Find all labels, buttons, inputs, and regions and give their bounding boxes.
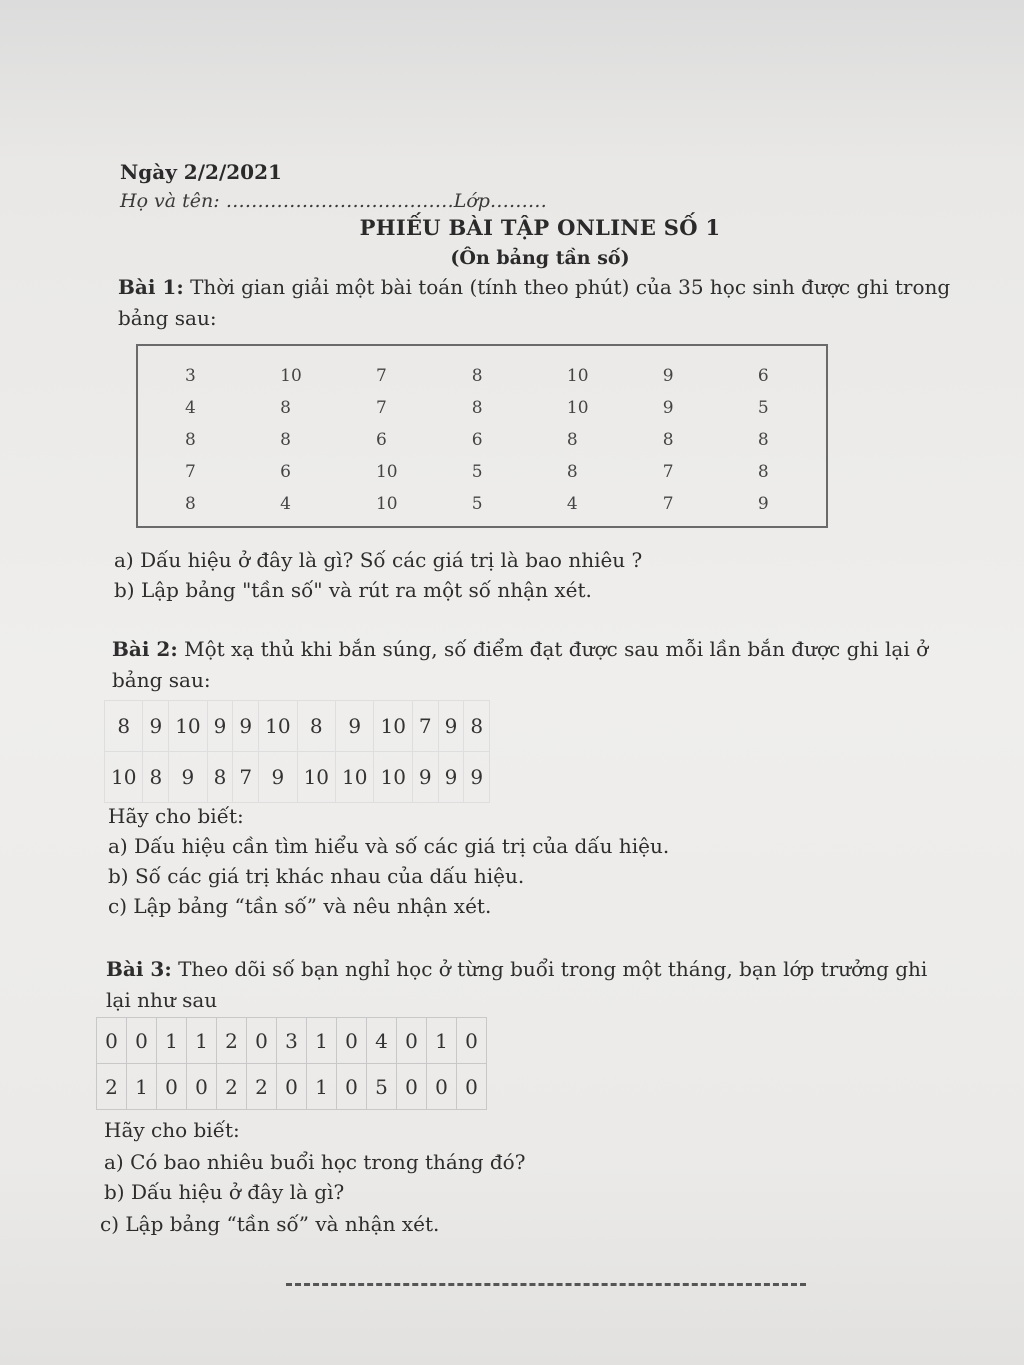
table-cell: 6 [471, 430, 483, 450]
table-cell: 1 [307, 1018, 337, 1064]
table-cell: 8 [471, 366, 483, 386]
table-cell: 0 [157, 1064, 187, 1110]
table-cell: 10 [375, 494, 398, 514]
table-cell: 0 [397, 1064, 427, 1110]
table-cell: 5 [471, 462, 483, 482]
bai2-text-line2: bảng sau: [112, 668, 211, 692]
table-cell: 7 [375, 398, 387, 418]
table-cell: 4 [566, 494, 578, 514]
table-cell: 0 [247, 1018, 277, 1064]
table-cell: 1 [187, 1018, 217, 1064]
table-cell: 0 [427, 1064, 457, 1110]
table-cell: 8 [143, 752, 169, 803]
page-subtitle: (Ôn bảng tần số) [450, 247, 630, 269]
table-cell: 9 [438, 701, 464, 752]
table-cell: 10 [566, 398, 589, 418]
bai3-label: Bài 3: [106, 957, 172, 981]
table-cell: 8 [185, 430, 196, 450]
bai1-label: Bài 1: [118, 275, 184, 299]
table-cell: 8 [757, 462, 769, 482]
table-cell: 1 [307, 1064, 337, 1110]
table-cell: 4 [185, 398, 196, 418]
table-cell: 0 [97, 1018, 127, 1064]
table-cell: 8 [566, 430, 578, 450]
table-cell: 8 [757, 430, 769, 450]
table-cell: 7 [375, 366, 387, 386]
bai2-table-row [105, 701, 490, 752]
table-cell: 8 [662, 430, 674, 450]
table-cell: 2 [97, 1064, 127, 1110]
table-cell: 0 [187, 1064, 217, 1110]
table-cell: 2 [247, 1064, 277, 1110]
table-cell: 9 [336, 701, 374, 752]
bai1-table-row [158, 360, 826, 392]
table-cell: 10 [375, 462, 398, 482]
table-cell: 10 [297, 752, 335, 803]
table-cell: 1 [127, 1064, 157, 1110]
bai1-question-b: b) Lập bảng "tần số" và rút ra một số nhận xét. [114, 578, 592, 602]
table-cell: 9 [662, 366, 674, 386]
table-cell: 9 [464, 752, 490, 803]
bai1-data-box [136, 344, 828, 528]
table-cell: 9 [169, 752, 207, 803]
bai2-text [112, 634, 928, 696]
table-cell: 9 [207, 701, 233, 752]
table-cell: 3 [185, 366, 196, 386]
table-cell: 10 [336, 752, 374, 803]
table-cell: 6 [375, 430, 387, 450]
table-cell: 10 [374, 701, 412, 752]
bai2-table [104, 700, 490, 803]
table-cell: 0 [397, 1018, 427, 1064]
table-cell: 1 [427, 1018, 457, 1064]
dashed-divider [286, 1283, 806, 1286]
table-cell: 0 [277, 1064, 307, 1110]
table-cell: 0 [457, 1018, 487, 1064]
table-cell: 8 [280, 398, 291, 418]
table-cell: 8 [566, 462, 578, 482]
table-cell: 4 [367, 1018, 397, 1064]
table-cell: 2 [217, 1018, 247, 1064]
table-cell: 9 [757, 494, 769, 514]
table-cell: 10 [105, 752, 143, 803]
table-cell: 2 [217, 1064, 247, 1110]
table-cell: 10 [374, 752, 412, 803]
table-cell: 10 [169, 701, 207, 752]
bai2-question-b: b) Số các giá trị khác nhau của dấu hiệu. [108, 864, 525, 888]
table-cell: 8 [280, 430, 291, 450]
table-cell: 5 [471, 494, 483, 514]
table-cell: 9 [233, 701, 259, 752]
table-cell: 9 [662, 398, 674, 418]
table-cell: 0 [127, 1018, 157, 1064]
table-cell: 7 [233, 752, 259, 803]
table-cell: 10 [566, 366, 589, 386]
bai1-text-line2: bảng sau: [118, 306, 217, 330]
bai3-table-row [97, 1018, 487, 1064]
table-cell: 9 [143, 701, 169, 752]
bai3-question-a: a) Có bao nhiêu buổi học trong tháng đó? [104, 1150, 526, 1174]
bai2-text-line1: Một xạ thủ khi bắn súng, số điểm đạt được sau mỗi lần bắn được ghi lại ở [184, 637, 929, 661]
table-cell: 9 [259, 752, 297, 803]
bai1-table-row [158, 488, 826, 520]
bai2-question-c: c) Lập bảng “tần số” và nêu nhận xét. [108, 894, 492, 918]
table-cell: 0 [337, 1064, 367, 1110]
date: Ngày 2/2/2021 [120, 160, 282, 184]
bai1-text-line1: Thời gian giải một bài toán (tính theo phút) của 35 học sinh được ghi trong [190, 275, 951, 299]
table-cell: 9 [438, 752, 464, 803]
table-cell: 7 [412, 701, 438, 752]
table-cell: 0 [457, 1064, 487, 1110]
table-cell: 7 [662, 494, 674, 514]
bai3-table-row [97, 1064, 487, 1110]
table-cell: 9 [412, 752, 438, 803]
page-title: PHIẾU BÀI TẬP ONLINE SỐ 1 [359, 215, 721, 240]
bai3-table [96, 1017, 487, 1110]
bai1-table-row [158, 424, 826, 456]
bai3-text-line1: Theo dõi số bạn nghỉ học ở từng buổi trong một tháng, bạn lớp trưởng ghi [178, 957, 928, 981]
table-cell: 7 [185, 462, 196, 482]
bai3-question-b: b) Dấu hiệu ở đây là gì? [104, 1180, 345, 1204]
table-cell: 8 [297, 701, 335, 752]
table-cell: 1 [157, 1018, 187, 1064]
bai2-question-a: a) Dấu hiệu cần tìm hiểu và số các giá trị của dấu hiệu. [108, 834, 670, 858]
table-cell: 0 [337, 1018, 367, 1064]
table-cell: 6 [757, 366, 769, 386]
bai3-text [106, 954, 927, 1016]
table-cell: 8 [105, 701, 143, 752]
bai3-intro: Hãy cho biết: [104, 1118, 240, 1142]
table-cell: 10 [259, 701, 297, 752]
bai3-question-c: c) Lập bảng “tần số” và nhận xét. [100, 1212, 440, 1236]
bai1-table-row [158, 456, 826, 488]
bai1-text [118, 272, 950, 334]
table-cell: 6 [280, 462, 291, 482]
table-cell: 3 [277, 1018, 307, 1064]
bai3-text-line2: lại như sau [106, 988, 218, 1012]
bai1-table [158, 360, 826, 520]
bai2-label: Bài 2: [112, 637, 178, 661]
table-cell: 10 [280, 366, 302, 386]
table-cell: 8 [207, 752, 233, 803]
name-class-line: Họ và tên: ………………………………Lớp……… [120, 190, 547, 212]
table-cell: 4 [280, 494, 291, 514]
bai2-intro: Hãy cho biết: [108, 804, 244, 828]
bai1-question-a: a) Dấu hiệu ở đây là gì? Số các giá trị là bao nhiêu ? [114, 548, 643, 572]
table-cell: 8 [464, 701, 490, 752]
table-cell: 5 [757, 398, 769, 418]
bai1-table-row [158, 392, 826, 424]
bai2-table-row [105, 752, 490, 803]
table-cell: 8 [471, 398, 483, 418]
table-cell: 5 [367, 1064, 397, 1110]
table-cell: 7 [662, 462, 674, 482]
table-cell: 8 [185, 494, 196, 514]
